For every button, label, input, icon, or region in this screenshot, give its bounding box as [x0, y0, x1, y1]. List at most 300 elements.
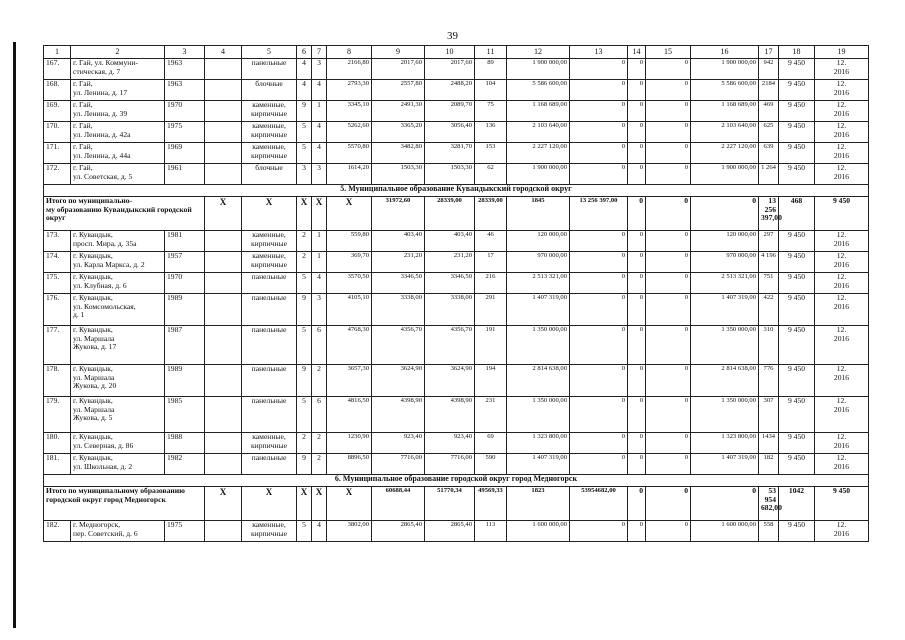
total-area: 369,70 [327, 252, 372, 273]
total-cost: 2 227 120,00 [507, 143, 570, 164]
planned-date: 12. 2016 [815, 164, 869, 185]
row-number: 173. [44, 231, 71, 252]
page-number: 39 [447, 30, 458, 42]
cost-budget: 0 [628, 164, 646, 185]
table-row [44, 80, 869, 101]
column-number-header [44, 46, 869, 59]
planned-date: 12. 2016 [815, 454, 869, 475]
address: г. Кувандык, ул. Школьная, д. 2 [71, 454, 165, 475]
cost-per-m2: 297 [759, 231, 779, 252]
col-4 [205, 365, 242, 397]
col-4 [205, 326, 242, 365]
table-row [44, 326, 869, 365]
column-header-8: 8 [327, 46, 372, 59]
residents: 291 [475, 294, 507, 326]
entrances: 1 [312, 231, 327, 252]
limit-cost: 9 450 [779, 273, 815, 294]
table-row [44, 122, 869, 143]
wall-material: каменные, кирпичные [242, 101, 297, 122]
year-built: 1989 [165, 294, 205, 326]
cost-per-m2: 751 [759, 273, 779, 294]
cost-fund: 0 [570, 164, 628, 185]
year-built: 1969 [165, 143, 205, 164]
floors: 9 [297, 454, 312, 475]
cost-budget: 0 [628, 252, 646, 273]
col-4 [205, 521, 242, 542]
table-row [44, 143, 869, 164]
area-residential: 3365,20 [372, 122, 425, 143]
wall-material: панельные [242, 273, 297, 294]
cost-owners: 1 407 319,00 [691, 294, 759, 326]
cost-owners: 1 168 689,00 [691, 101, 759, 122]
total-cost: 1 168 689,00 [507, 101, 570, 122]
entrances: 4 [312, 80, 327, 101]
cost-budget: 0 [628, 59, 646, 80]
total-cost: 1 323 800,00 [507, 433, 570, 454]
cost-owners: 1 323 800,00 [691, 433, 759, 454]
col-4 [205, 433, 242, 454]
floors: 5 [297, 326, 312, 365]
limit-cost: 9 450 [779, 294, 815, 326]
total-area: 3345,10 [327, 101, 372, 122]
wall-material: панельные [242, 59, 297, 80]
col-4 [205, 122, 242, 143]
row-number: 178. [44, 365, 71, 397]
total-cell-6: 60688,44 [372, 487, 425, 521]
column-header-2: 2 [71, 46, 165, 59]
entrances: 1 [312, 101, 327, 122]
row-number: 176. [44, 294, 71, 326]
residents: 113 [475, 521, 507, 542]
floors: 9 [297, 101, 312, 122]
total-cell-4: X [312, 197, 327, 231]
row-number: 182. [44, 521, 71, 542]
year-built: 1970 [165, 101, 205, 122]
total-cell-1: X [205, 487, 242, 521]
area-living: 2089,70 [425, 101, 475, 122]
floors: 5 [297, 273, 312, 294]
section-heading [44, 475, 869, 487]
entrances: 2 [312, 433, 327, 454]
cost-per-m2: 1434 [759, 433, 779, 454]
entrances: 4 [312, 521, 327, 542]
floors: 4 [297, 59, 312, 80]
cost-per-m2: 776 [759, 365, 779, 397]
address: г. Кувандык, ул. Маршала Жукова, д. 20 [71, 365, 165, 397]
address: г. Кувандык, ул. Северная, д. 86 [71, 433, 165, 454]
address: г. Кувандык, ул. Клубная, д. 6 [71, 273, 165, 294]
row-number: 174. [44, 252, 71, 273]
column-header-9: 9 [372, 46, 425, 59]
total-area: 2793,30 [327, 80, 372, 101]
column-header-5: 5 [242, 46, 297, 59]
cost-local: 0 [646, 454, 691, 475]
entrances: 4 [312, 143, 327, 164]
address: г. Гай, ул. Ленина, д. 17 [71, 80, 165, 101]
column-header-3: 3 [165, 46, 205, 59]
entrances: 2 [312, 365, 327, 397]
column-header-16: 16 [691, 46, 759, 59]
column-header-6: 6 [297, 46, 312, 59]
total-cell-10: 53954682,00 [570, 487, 628, 521]
total-cost: 1 407 319,00 [507, 454, 570, 475]
wall-material: блочные [242, 164, 297, 185]
residents: 191 [475, 326, 507, 365]
cost-local: 0 [646, 326, 691, 365]
total-cost: 2 814 638,00 [507, 365, 570, 397]
col-4 [205, 101, 242, 122]
area-living: 403,40 [425, 231, 475, 252]
total-cell-7: 28339,00 [425, 197, 475, 231]
cost-budget: 0 [628, 273, 646, 294]
left-margin-bar [13, 42, 16, 628]
planned-date: 12. 2016 [815, 365, 869, 397]
total-cell-9: 1845 [507, 197, 570, 231]
total-cell-14: 53 954 682,00 [759, 487, 779, 521]
year-built: 1989 [165, 365, 205, 397]
total-cost: 1 350 000,00 [507, 326, 570, 365]
wall-material: панельные [242, 294, 297, 326]
total-cell-16: 9 450 [815, 487, 869, 521]
floors: 5 [297, 122, 312, 143]
floors: 5 [297, 397, 312, 433]
section-title: 5. Муниципальное образование Кувандыкский городской округ [44, 185, 869, 197]
col-4 [205, 252, 242, 273]
planned-date: 12. 2016 [815, 326, 869, 365]
residents: 69 [475, 433, 507, 454]
cost-per-m2: 639 [759, 143, 779, 164]
cost-local: 0 [646, 80, 691, 101]
column-header-1: 1 [44, 46, 71, 59]
planned-date: 12. 2016 [815, 521, 869, 542]
entrances: 4 [312, 273, 327, 294]
year-built: 1975 [165, 521, 205, 542]
cost-per-m2: 1 264 [759, 164, 779, 185]
cost-per-m2: 558 [759, 521, 779, 542]
address: г. Кувандык, ул. Комсомольская, д. 1 [71, 294, 165, 326]
cost-fund: 0 [570, 294, 628, 326]
total-cell-13: 0 [691, 197, 759, 231]
cost-budget: 0 [628, 365, 646, 397]
cost-local: 0 [646, 397, 691, 433]
year-built: 1961 [165, 164, 205, 185]
total-area: 5262,60 [327, 122, 372, 143]
cost-owners: 970 000,00 [691, 252, 759, 273]
total-cell-4: X [312, 487, 327, 521]
cost-fund: 0 [570, 397, 628, 433]
column-header-4: 4 [205, 46, 242, 59]
total-cell-6: 31972,60 [372, 197, 425, 231]
year-built: 1963 [165, 59, 205, 80]
total-cost: 2 513 321,00 [507, 273, 570, 294]
cost-per-m2: 625 [759, 122, 779, 143]
area-residential: 2557,80 [372, 80, 425, 101]
total-cell-2: X [242, 197, 297, 231]
cost-fund: 0 [570, 454, 628, 475]
total-cell-14: 13 256 397,00 [759, 197, 779, 231]
floors: 5 [297, 521, 312, 542]
total-cost: 5 586 600,00 [507, 80, 570, 101]
table-row [44, 454, 869, 475]
wall-material: панельные [242, 454, 297, 475]
cost-budget: 0 [628, 294, 646, 326]
total-cell-5: X [327, 197, 372, 231]
cost-fund: 0 [570, 59, 628, 80]
cost-budget: 0 [628, 521, 646, 542]
planned-date: 12. 2016 [815, 122, 869, 143]
cost-owners: 1 350 000,00 [691, 397, 759, 433]
column-header-13: 13 [570, 46, 628, 59]
area-living: 2017,60 [425, 59, 475, 80]
planned-date: 12. 2016 [815, 273, 869, 294]
floors: 2 [297, 231, 312, 252]
area-residential: 3482,80 [372, 143, 425, 164]
total-cost: 2 103 640,00 [507, 122, 570, 143]
floors: 5 [297, 143, 312, 164]
column-header-15: 15 [646, 46, 691, 59]
area-living: 3281,70 [425, 143, 475, 164]
address: г. Гай, ул. Коммуни- стическая, д. 7 [71, 59, 165, 80]
cost-fund: 0 [570, 122, 628, 143]
address: г. Кувандык, просп. Мира, д. 35а [71, 231, 165, 252]
total-cell-15: 468 [779, 197, 815, 231]
address: г. Гай, ул. Ленина, д. 39 [71, 101, 165, 122]
area-living: 2865,40 [425, 521, 475, 542]
entrances: 3 [312, 164, 327, 185]
col-4 [205, 164, 242, 185]
row-number: 170. [44, 122, 71, 143]
col-4 [205, 143, 242, 164]
total-cost: 1 900 000,00 [507, 164, 570, 185]
cost-per-m2: 469 [759, 101, 779, 122]
cost-budget: 0 [628, 80, 646, 101]
planned-date: 12. 2016 [815, 252, 869, 273]
total-cell-7: 51770,34 [425, 487, 475, 521]
table-body [44, 59, 869, 542]
year-built: 1963 [165, 80, 205, 101]
table-row [44, 59, 869, 80]
limit-cost: 9 450 [779, 521, 815, 542]
total-cell-5: X [327, 487, 372, 521]
limit-cost: 9 450 [779, 231, 815, 252]
area-residential: 3624,90 [372, 365, 425, 397]
entrances: 3 [312, 294, 327, 326]
limit-cost: 9 450 [779, 454, 815, 475]
table-row [44, 294, 869, 326]
planned-date: 12. 2016 [815, 231, 869, 252]
floors: 2 [297, 433, 312, 454]
planned-date: 12. 2016 [815, 433, 869, 454]
year-built: 1985 [165, 397, 205, 433]
cost-budget: 0 [628, 433, 646, 454]
address: г. Гай, ул. Ленина, д. 44а [71, 143, 165, 164]
cost-per-m2: 310 [759, 326, 779, 365]
cost-fund: 0 [570, 101, 628, 122]
area-living: 2488,20 [425, 80, 475, 101]
total-cost: 1 350 000,00 [507, 397, 570, 433]
col-4 [205, 294, 242, 326]
address: г. Кувандык, ул. Маршала Жукова, д. 5 [71, 397, 165, 433]
column-header-19: 19 [815, 46, 869, 59]
area-residential: 2017,60 [372, 59, 425, 80]
total-cell-0: Итого по муниципально- му образованию Кувандыкский городской округ [44, 197, 205, 231]
column-header-7: 7 [312, 46, 327, 59]
total-area: 5570,80 [327, 143, 372, 164]
cost-per-m2: 4 196 [759, 252, 779, 273]
floors: 4 [297, 80, 312, 101]
column-header-18: 18 [779, 46, 815, 59]
total-cell-11: 0 [628, 197, 646, 231]
area-residential: 231,20 [372, 252, 425, 273]
area-living: 3056,40 [425, 122, 475, 143]
entrances: 6 [312, 326, 327, 365]
table-row [44, 231, 869, 252]
limit-cost: 9 450 [779, 397, 815, 433]
total-area: 3802,00 [327, 521, 372, 542]
limit-cost: 9 450 [779, 252, 815, 273]
total-area: 4768,30 [327, 326, 372, 365]
area-living: 1503,30 [425, 164, 475, 185]
planned-date: 12. 2016 [815, 80, 869, 101]
total-area: 2166,80 [327, 59, 372, 80]
col-4 [205, 59, 242, 80]
col-4 [205, 397, 242, 433]
total-row [44, 487, 869, 521]
column-header-14: 14 [628, 46, 646, 59]
limit-cost: 9 450 [779, 326, 815, 365]
cost-budget: 0 [628, 143, 646, 164]
limit-cost: 9 450 [779, 433, 815, 454]
cost-per-m2: 307 [759, 397, 779, 433]
total-cell-9: 1823 [507, 487, 570, 521]
total-cost: 1 600 000,00 [507, 521, 570, 542]
cost-owners: 2 513 321,00 [691, 273, 759, 294]
section-heading [44, 185, 869, 197]
year-built: 1982 [165, 454, 205, 475]
cost-owners: 2 227 120,00 [691, 143, 759, 164]
residents: 104 [475, 80, 507, 101]
cost-owners: 2 814 638,00 [691, 365, 759, 397]
limit-cost: 9 450 [779, 164, 815, 185]
wall-material: панельные [242, 397, 297, 433]
residents: 194 [475, 365, 507, 397]
area-residential: 3346,50 [372, 273, 425, 294]
total-area: 1230,90 [327, 433, 372, 454]
year-built: 1981 [165, 231, 205, 252]
planned-date: 12. 2016 [815, 101, 869, 122]
entrances: 2 [312, 454, 327, 475]
wall-material: панельные [242, 326, 297, 365]
cost-budget: 0 [628, 397, 646, 433]
wall-material: каменные, кирпичные [242, 231, 297, 252]
wall-material: каменные, кирпичные [242, 521, 297, 542]
row-number: 180. [44, 433, 71, 454]
area-living: 4398,90 [425, 397, 475, 433]
total-cell-16: 9 450 [815, 197, 869, 231]
cost-budget: 0 [628, 122, 646, 143]
year-built: 1987 [165, 326, 205, 365]
address: г. Медногорск, пер. Советский, д. 6 [71, 521, 165, 542]
cost-owners: 1 350 000,00 [691, 326, 759, 365]
table-row [44, 252, 869, 273]
cost-budget: 0 [628, 101, 646, 122]
column-header-17: 17 [759, 46, 779, 59]
total-cell-15: 1042 [779, 487, 815, 521]
total-area: 4816,50 [327, 397, 372, 433]
residents: 17 [475, 252, 507, 273]
column-header-12: 12 [507, 46, 570, 59]
area-residential: 2865,40 [372, 521, 425, 542]
total-cell-13: 0 [691, 487, 759, 521]
planned-date: 12. 2016 [815, 59, 869, 80]
total-cell-8: 28339,00 [475, 197, 507, 231]
entrances: 4 [312, 122, 327, 143]
total-cell-8: 49569,33 [475, 487, 507, 521]
residents: 153 [475, 143, 507, 164]
cost-owners: 2 103 640,00 [691, 122, 759, 143]
cost-local: 0 [646, 294, 691, 326]
row-number: 172. [44, 164, 71, 185]
address: г. Кувандык, ул. Карла Маркса, д. 2 [71, 252, 165, 273]
area-living: 923,40 [425, 433, 475, 454]
cost-local: 0 [646, 122, 691, 143]
table-row [44, 521, 869, 542]
row-number: 175. [44, 273, 71, 294]
cost-owners: 1 900 000,00 [691, 164, 759, 185]
limit-cost: 9 450 [779, 101, 815, 122]
limit-cost: 9 450 [779, 365, 815, 397]
planned-date: 12. 2016 [815, 294, 869, 326]
planned-date: 12. 2016 [815, 397, 869, 433]
column-header-10: 10 [425, 46, 475, 59]
cost-owners: 120 000,00 [691, 231, 759, 252]
table-row [44, 273, 869, 294]
wall-material: каменные, кирпичные [242, 143, 297, 164]
total-area: 3657,30 [327, 365, 372, 397]
wall-material: блочные [242, 80, 297, 101]
address: г. Гай, ул. Советская, д. 5 [71, 164, 165, 185]
col-4 [205, 273, 242, 294]
total-row [44, 197, 869, 231]
entrances: 1 [312, 252, 327, 273]
total-cell-12: 0 [646, 197, 691, 231]
cost-local: 0 [646, 59, 691, 80]
planned-date: 12. 2016 [815, 143, 869, 164]
total-cost: 1 407 319,00 [507, 294, 570, 326]
area-residential: 4356,70 [372, 326, 425, 365]
cost-per-m2: 422 [759, 294, 779, 326]
year-built: 1988 [165, 433, 205, 454]
cost-fund: 0 [570, 80, 628, 101]
total-cost: 1 900 000,00 [507, 59, 570, 80]
cost-local: 0 [646, 164, 691, 185]
total-cell-12: 0 [646, 487, 691, 521]
limit-cost: 9 450 [779, 143, 815, 164]
area-residential: 923,40 [372, 433, 425, 454]
residents: 590 [475, 454, 507, 475]
cost-budget: 0 [628, 231, 646, 252]
cost-fund: 0 [570, 521, 628, 542]
limit-cost: 9 450 [779, 122, 815, 143]
row-number: 167. [44, 59, 71, 80]
limit-cost: 9 450 [779, 80, 815, 101]
cost-per-m2: 182 [759, 454, 779, 475]
residents: 231 [475, 397, 507, 433]
total-area: 4105,10 [327, 294, 372, 326]
cost-fund: 0 [570, 273, 628, 294]
cost-fund: 0 [570, 231, 628, 252]
floors: 2 [297, 252, 312, 273]
